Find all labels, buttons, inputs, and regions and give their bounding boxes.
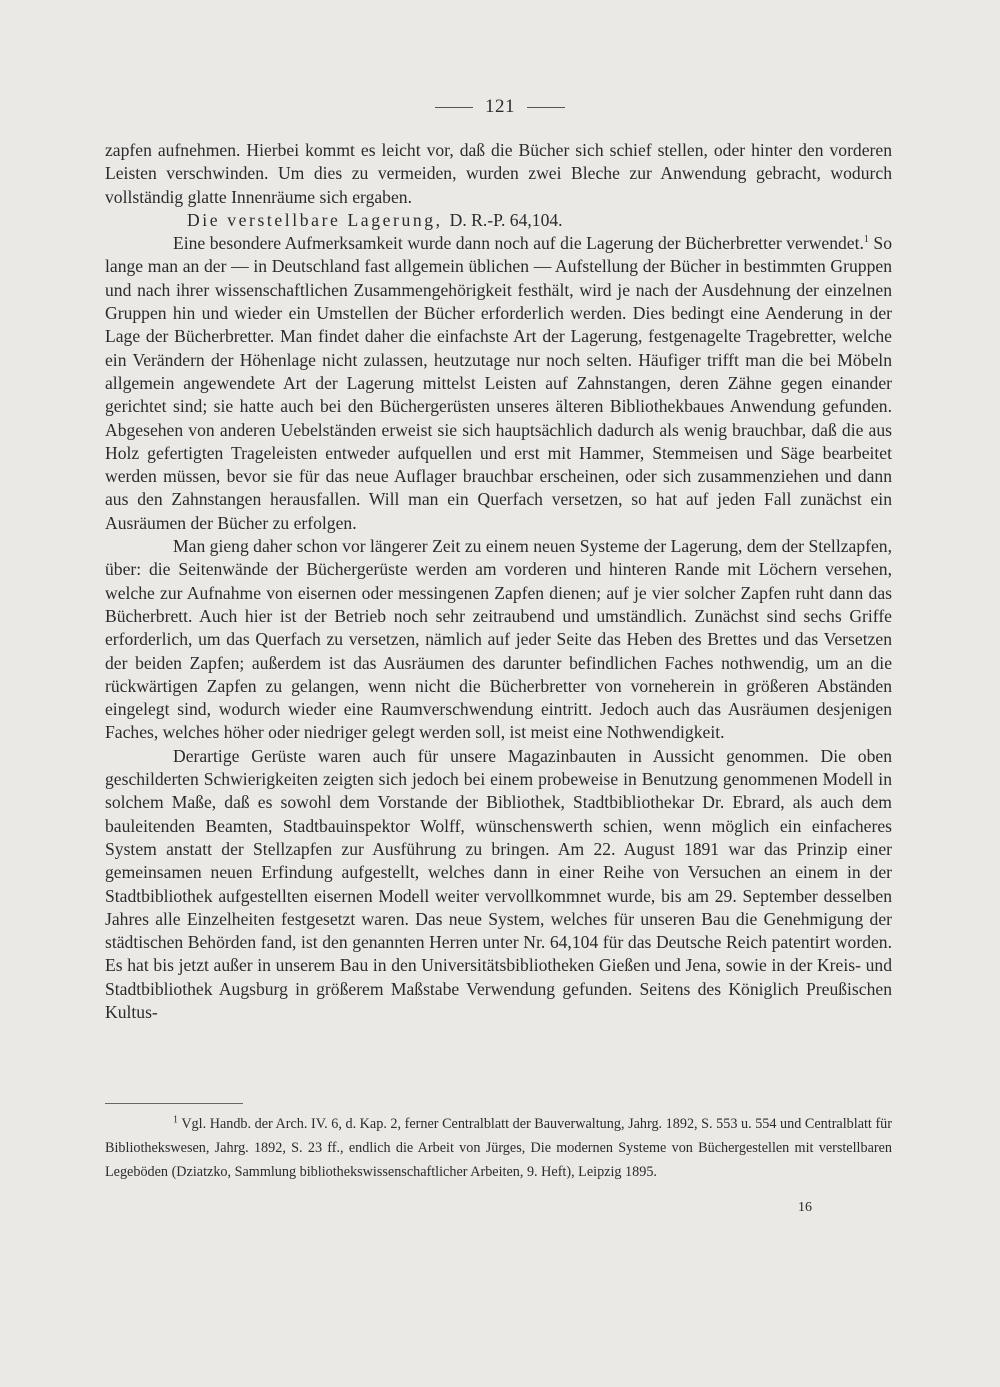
footnote-text: Vgl. Handb. der Arch. IV. 6, d. Kap. 2, ferner Centralblatt der Bauverwaltung, Jahrg. 1892, S. 553 u. 554 und Centralblatt für Bibliothekswesen, Jahrg. 1892, S. 23 ff., endlich die Arbeit von Jürges, Die modernen Systeme von Büchergestellen mit verstellbaren Legeböden (Dziatzko, Sammlung bibliothekswissenschaftlicher Arbeiten, 9. Heft), Leipzig 1895. bbox=[105, 1116, 892, 1180]
main-text bbox=[105, 139, 892, 1024]
paragraph-lagerung bbox=[105, 232, 892, 535]
footnote-divider bbox=[105, 1103, 243, 1104]
paragraph-text: So lange man an der — in Deutschland fast allgemein üblichen — Aufstellung der Bücher in bestimmten Gruppen und nach ihrer wissenschaftlichen Zusammengehörigkeit festhält, wird je nach der Ausdehnung der einzelnen Gruppen hin und wieder ein Umstellen der Bücher erforderlich werden. Dies bedingt eine Aenderung in der Lage der Bücherbretter. Man findet daher die einfachste Art der Lagerung, festgenagelte Tragebretter, welche ein Verändern der Höhenlage nicht zulassen, heutzutage nur noch selten. Häufiger trifft man die bei Möbeln allgemein angewendete Art der Lagerung mittelst Leisten auf Zahnstangen, deren Zähne gegen einander gerichtet sind; sie hatte auch bei den Büchergerüsten unseres älteren Bibliothekbaues Anwendung gefunden. Abgesehen von anderen Uebelständen erweist sie sich hauptsächlich dadurch als wenig brauchbar, daß die aus Holz gefertigten Trageleisten entweder aufquellen und erst mit Hammer, Stemmeisen und Säge bearbeitet werden müssen, bevor sie für das neue Auflager brauchbar erscheinen, oder sich zusammenziehen und dann aus den Zahnstangen herausfallen. Will man ein Querfach versetzen, so hat auf jeden Fall zunächst ein Ausräumen der Bücher zu erfolgen. bbox=[105, 233, 893, 533]
footnote-item bbox=[105, 1112, 892, 1184]
paragraph-text: Eine besondere Aufmerksamkeit wurde dann noch auf die Lagerung der Bücherbretter verwendet. bbox=[173, 233, 864, 254]
section-subheading bbox=[105, 209, 892, 232]
header-dash-left bbox=[435, 107, 473, 108]
page-number: 121 bbox=[485, 96, 515, 117]
footnote-marker: 1 bbox=[173, 1114, 178, 1126]
signature-mark: 16 bbox=[798, 1200, 812, 1215]
header-dash-right bbox=[527, 107, 565, 108]
footnotes bbox=[105, 1112, 892, 1184]
subheading-title: Die verstellbare Lagerung, bbox=[187, 209, 443, 230]
paragraph-continuation: zapfen aufnehmen. Hierbei kommt es leicht vor, daß die Bücher sich schief stellen, oder hinter den vorderen Leisten verschwinden. Um dies zu vermeiden, wurden zwei Bleche zur Anwendung gebracht, wodurch vollständig glatte Innenräume sich ergaben. bbox=[105, 140, 892, 207]
footnote-reference: 1 bbox=[863, 234, 869, 246]
subheading-patent-number: D. R.-P. 64,104. bbox=[449, 209, 563, 230]
page-header bbox=[0, 96, 1000, 118]
paragraph-geruste: Derartige Gerüste waren auch für unsere Magazinbauten in Aussicht genommen. Die oben geschilderten Schwierigkeiten zeigten sich jedoch bei einem probeweise in Benutzung genommenen Modell in solchem Maße, daß es sowohl dem Vorstande der Bibliothek, Stadtbibliothekar Dr. Ebrard, als auch dem bauleitenden Beamten, Stadtbauinspektor Wolff, wünschenswerth schien, wenn möglich ein einfacheres System anstatt der Stellzapfen zur Ausführung zu bringen. Am 22. August 1891 war das Prinzip einer gemeinsamen neuen Erfindung aufgestellt, welches dann in einer Reihe von Versuchen an einem in der Stadtbibliothek aufgestellten eisernen Modell weiter vervollkommnet wurde, bis am 29. September desselben Jahres alle Einzelheiten festgesetzt waren. Das neue System, welches für unseren Bau die Genehmigung der städtischen Behörden fand, ist den genannten Herren unter Nr. 64,104 für das Deutsche Reich patentirt worden. Es hat bis jetzt außer in unserem Bau in den Universitätsbibliotheken Gießen und Jena, sowie in der Kreis- und Stadtbibliothek Augsburg in größerem Maßstabe Verwendung gefunden. Seitens des Königlich Preußischen Kultus- bbox=[105, 745, 892, 1022]
paragraph-stellzapfen: Man gieng daher schon vor längerer Zeit zu einem neuen Systeme der Lagerung, dem der Stellzapfen, über: die Seitenwände der Büchergerüste werden am vorderen und hinteren Rande mit Löchern versehen, welche zur Aufnahme von eisernen oder messingenen Zapfen dienen; auf je vier solcher Zapfen ruht dann das Bücherbrett. Auch hier ist der Betrieb noch sehr zeitraubend und umständlich. Zunächst sind sechs Griffe erforderlich, um das Querfach zu versetzen, nämlich auf jeder Seite das Heben des Brettes und das Versetzen der beiden Zapfen; außerdem ist das Ausräumen des darunter befindlichen Faches nothwendig, um an die rückwärtigen Zapfen zu gelangen, wenn nicht die Bücherbretter von vorneherein in größeren Abständen eingelegt sind, wodurch wieder eine Raumverschwendung eintritt. Jedoch auch das Ausräumen desjenigen Faches, welches höher oder niedriger gelegt werden soll, ist meist eine Nothwendigkeit. bbox=[105, 536, 892, 743]
